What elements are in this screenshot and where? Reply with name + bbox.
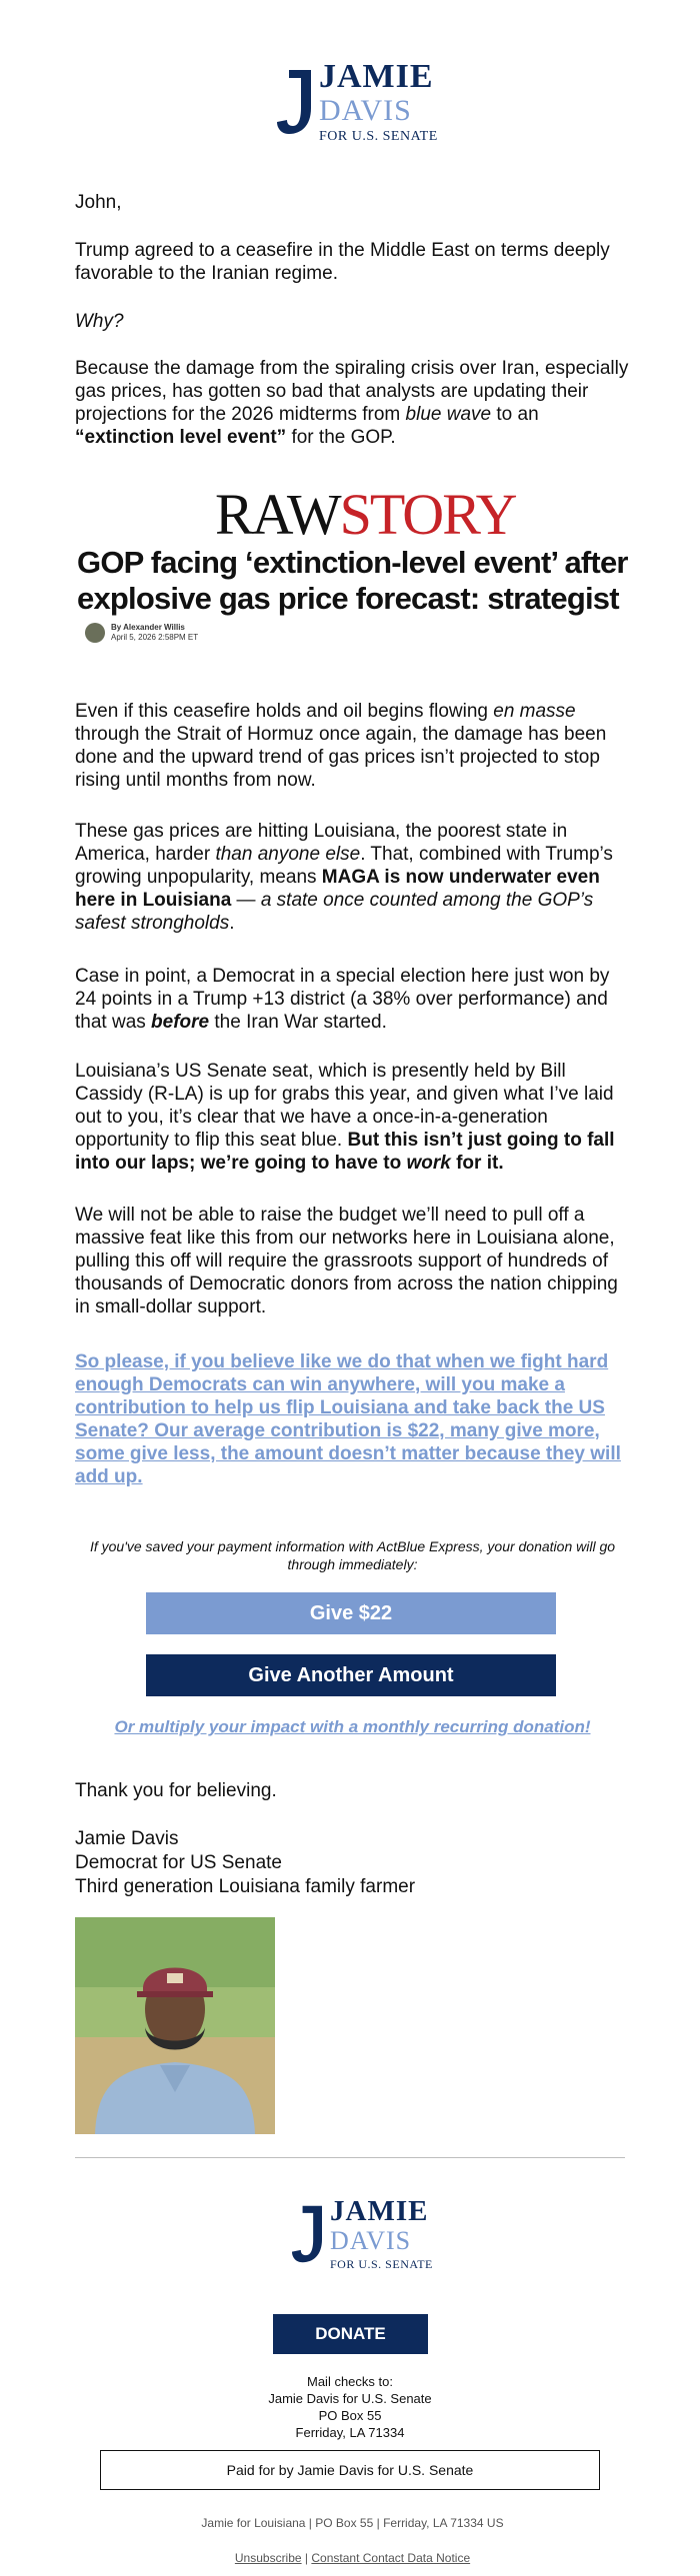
p6-b: before xyxy=(151,1012,210,1033)
candidate-photo xyxy=(75,1917,275,2134)
p3-a: Because the damage from the spiraling crisis over Iran, especially gas prices, has gotten so bad that analysts are updating their projections for the 2026 midterms from xyxy=(75,358,629,425)
footer-separator: | xyxy=(301,2551,312,2565)
p5-g: . xyxy=(229,913,235,934)
p6-a: Case in point, a Democrat in a special election here just won by 24 points in a Trump +13 district (a 38% over performance) and that was xyxy=(75,966,610,1033)
p5-e: — xyxy=(231,890,261,911)
mail-line-4: Ferriday, LA 71334 xyxy=(295,2425,405,2440)
mail-line-2: Jamie Davis for U.S. Senate xyxy=(268,2391,432,2406)
logo-line-3: FOR U.S. SENATE xyxy=(319,129,438,144)
p3-e: for the GOP. xyxy=(286,427,396,448)
rawstory-raw: RAW xyxy=(215,482,340,547)
p3-b: blue wave xyxy=(405,404,492,425)
logo-line-1: JAMIE xyxy=(319,58,434,95)
article-screenshot[interactable] xyxy=(75,483,630,653)
paragraph-4 xyxy=(75,700,630,792)
signature-block xyxy=(75,1827,630,1899)
paragraph-8-text: We will not be able to raise the budget we’ll need to pull off a massive feat like this from our networks here in Louisiana alone, pulling this off will require the grassroots support of hundreds of thousands of Democratic donors from across the nation chipping in small-dollar support. xyxy=(75,1205,618,1317)
article-byline xyxy=(85,623,198,643)
p5-a: These gas prices are hitting Louisiana, the poorest state in America, harder xyxy=(75,821,568,865)
thanks: Thank you for believing. xyxy=(75,1780,277,1801)
give-another-amount-button[interactable]: Give Another Amount xyxy=(146,1654,556,1696)
monthly-donation-link[interactable]: Or multiply your impact with a monthly recurring donation! xyxy=(114,1717,591,1736)
paragraph-8 xyxy=(75,1204,630,1318)
footer-logo-line-2: DAVIS xyxy=(330,2226,412,2255)
unsubscribe-link[interactable]: Unsubscribe xyxy=(234,2551,302,2565)
p6-c: the Iran War started. xyxy=(209,1012,387,1033)
footer-logo-line-1: JAMIE xyxy=(330,2195,429,2227)
signer-title-1: Democrat for US Senate xyxy=(75,1852,282,1873)
p4-a: Even if this ceasefire holds and oil begins flowing xyxy=(75,701,494,722)
logo-line-2: DAVIS xyxy=(319,94,412,127)
author-avatar xyxy=(85,623,105,643)
paragraph-3 xyxy=(75,357,630,449)
p7-a: Louisiana’s US Senate seat, which is presently held by Bill Cassidy (R-LA) is up for grabs this year, and given what I’ve laid out to you, it’s clear that we have a once-in-a-generation opportunity to flip this seat blue. xyxy=(75,1061,614,1151)
article-author: By Alexander Willis xyxy=(111,623,185,632)
mail-line-3: PO Box 55 xyxy=(318,2408,382,2423)
p5-c: . That, combined with Trump’s growing unpopularity, means xyxy=(75,844,613,888)
article-date: April 5, 2026 2:58PM ET xyxy=(111,633,199,642)
paragraph-1 xyxy=(75,239,630,285)
p3-d: “extinction level event” xyxy=(75,427,287,448)
rawstory-story: STORY xyxy=(339,482,516,547)
rawstory-logo xyxy=(215,482,516,547)
signer-name: Jamie Davis xyxy=(75,1828,179,1849)
footer-donate-button[interactable]: DONATE xyxy=(273,2314,428,2354)
footer-links xyxy=(75,2551,630,2565)
paragraph-2 xyxy=(75,310,630,333)
header-logo[interactable] xyxy=(275,60,438,144)
paragraph-5 xyxy=(75,820,630,935)
signer-title-2: Third generation Louisiana family farmer xyxy=(75,1876,416,1897)
p5-d: MAGA is now underwater even here in Louisiana xyxy=(75,867,600,911)
footer-logo[interactable] xyxy=(290,2197,433,2270)
data-notice-link[interactable]: Constant Contact Data Notice xyxy=(311,2551,471,2565)
p7-d: for it. xyxy=(450,1153,504,1174)
p4-b: en masse xyxy=(493,701,576,722)
footer-logo-line-3: FOR U.S. SENATE xyxy=(330,2257,433,2271)
paragraph-6 xyxy=(75,965,630,1034)
article-headline: GOP facing ‘extinction-level event’ after explosive gas price forecast: strategist xyxy=(77,545,628,616)
p3-c: to an xyxy=(491,404,539,425)
paragraph-1-text: Trump agreed to a ceasefire in the Middle East on terms deeply favorable to the Iranian regime. xyxy=(75,240,610,284)
logo-j-mark-icon xyxy=(275,68,313,136)
p7-c: work xyxy=(406,1153,451,1174)
mail-line-1: Mail checks to: xyxy=(307,2374,393,2389)
greeting xyxy=(75,191,630,214)
footer-address: Jamie for Louisiana | PO Box 55 | Ferriday, LA 71334 US xyxy=(201,2516,504,2530)
give-22-button[interactable]: Give $22 xyxy=(146,1592,556,1634)
p7-b: But this isn’t just going to fall into our laps; we’re going to have to xyxy=(75,1130,615,1174)
greeting-text: John, xyxy=(75,192,122,213)
paragraph-7 xyxy=(75,1060,630,1175)
paragraph-2-text: Why? xyxy=(75,311,124,332)
footer-logo-j-mark-icon xyxy=(290,2204,324,2264)
p5-b: than anyone else xyxy=(215,844,361,865)
p5-f: a state once counted among the GOP’s safest strongholds xyxy=(75,890,594,934)
divider xyxy=(75,2157,625,2158)
donate-cta-link[interactable]: So please, if you believe like we do that when we fight hard enough Democrats can win anywhere, will you make a contribution to help us flip Louisiana and take back the US Senate? Our average contribution is $22, many give more, some give less, the amount doesn’t matter because they will add up. xyxy=(75,1351,621,1487)
paid-for-disclaimer: Paid for by Jamie Davis for U.S. Senate xyxy=(100,2450,600,2490)
mail-checks xyxy=(150,2373,550,2441)
actblue-note: If you've saved your payment information with ActBlue Express, your donation will go through immediately: xyxy=(89,1538,616,1572)
p4-c: through the Strait of Hormuz once again, the damage has been done and the upward trend of gas prices isn’t projected to stop rising until months from now. xyxy=(75,724,607,791)
